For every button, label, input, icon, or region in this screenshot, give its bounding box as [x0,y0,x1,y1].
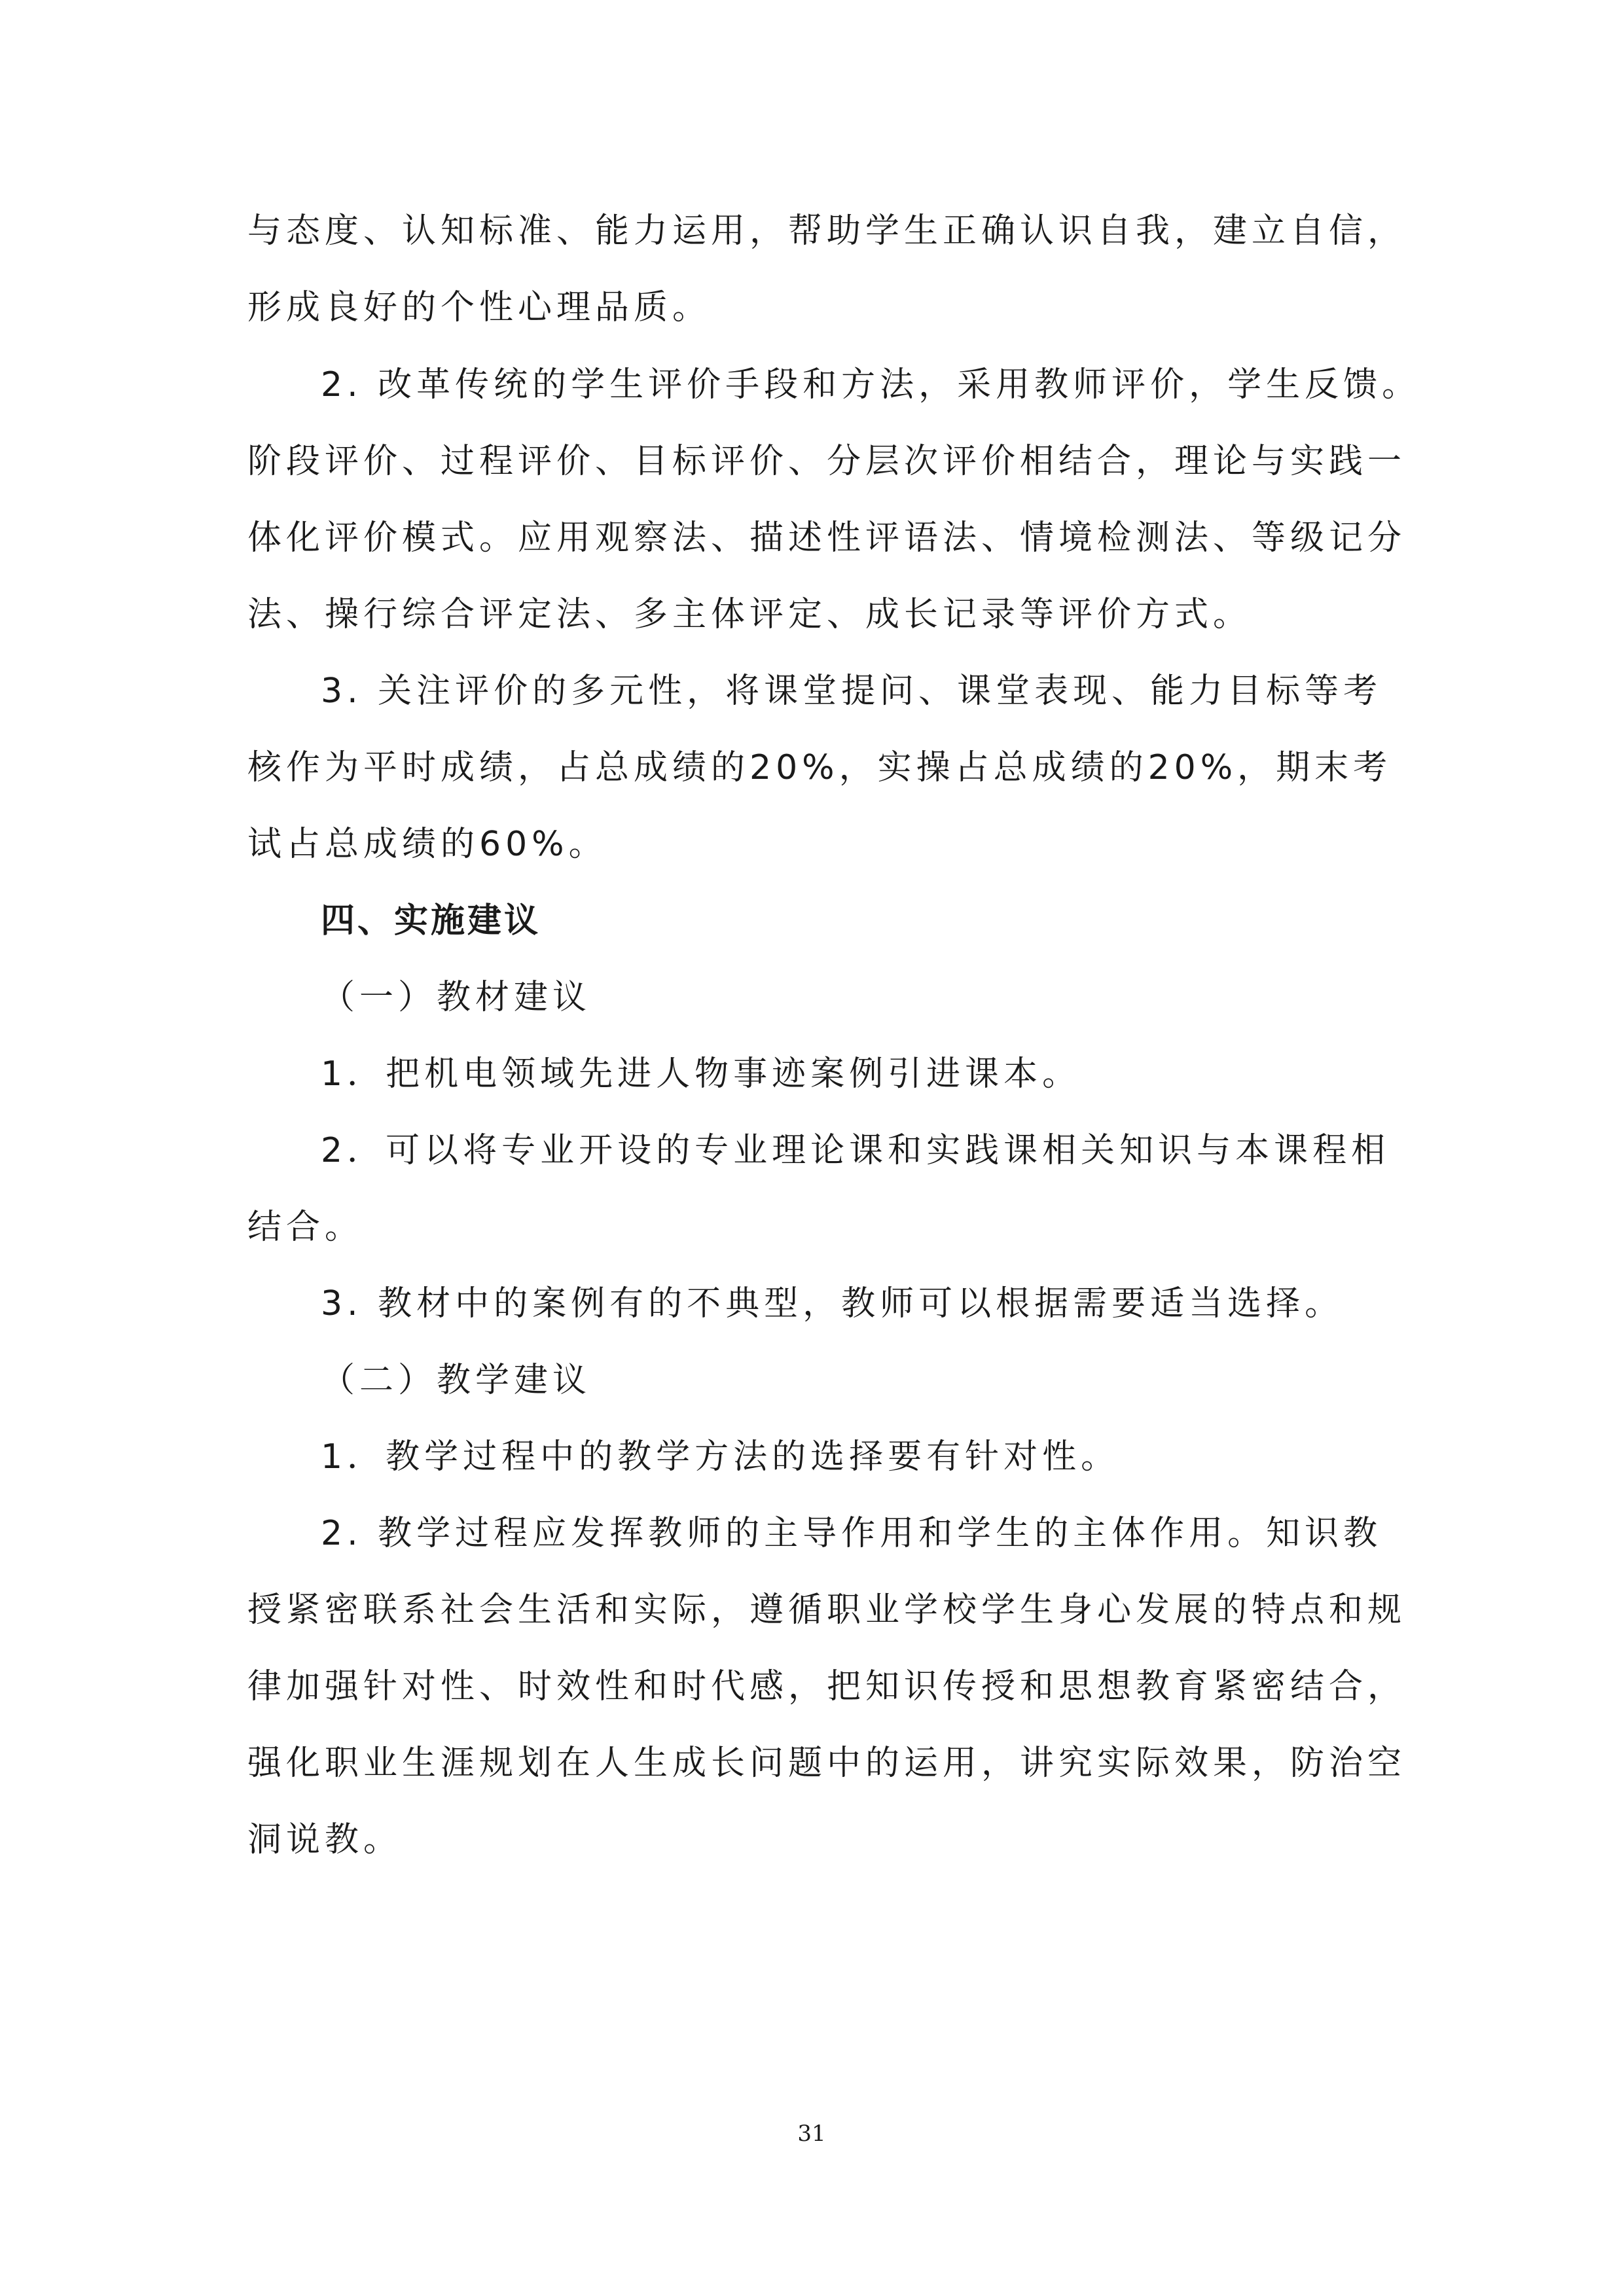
subsection-heading: （一）教材建议 [321,978,592,1017]
list-item: 2. 教学过程应发挥教师的主导作用和学生的主体作用。知识教 [321,1514,1382,1553]
body-text-line: 阶段评价、过程评价、目标评价、分层次评价相结合，理论与实践一 [247,442,1407,481]
body-text-line: 试占总成绩的60%。 [247,825,607,864]
list-item: 3. 教材中的案例有的不典型，教师可以根据需要适当选择。 [321,1284,1344,1323]
body-text-line: 授紧密联系社会生活和实际，遵循职业学校学生身心发展的特点和规 [247,1590,1407,1630]
body-text-line: 与态度、认知标准、能力运用，帮助学生正确认识自我，建立自信， [247,211,1407,251]
body-text-line: 结合。 [247,1208,364,1247]
body-text-line: 法、操行综合评定法、多主体评定、成长记录等评价方式。 [247,595,1252,634]
body-text-line: 洞说教。 [247,1820,403,1859]
paragraph-2-start: 2. 改革传统的学生评价手段和方法，采用教师评价，学生反馈。 [321,365,1421,404]
body-text-line: 核作为平时成绩，占总成绩的20%，实操占总成绩的20%，期末考 [247,748,1392,787]
list-item: 2．可以将专业开设的专业理论课和实践课相关知识与本课程相 [321,1131,1390,1170]
list-item: 1．把机电领域先进人物事迹案例引进课本。 [321,1054,1081,1094]
body-text-line: 体化评价模式。应用观察法、描述性评语法、情境检测法、等级记分 [247,518,1407,558]
paragraph-3-start: 3. 关注评价的多元性，将课堂提问、课堂表现、能力目标等考 [321,672,1382,711]
list-item: 1．教学过程中的教学方法的选择要有针对性。 [321,1437,1120,1477]
section-heading: 四、实施建议 [321,901,541,941]
body-text-line: 强化职业生涯规划在人生成长问题中的运用，讲究实际效果，防治空 [247,1744,1407,1783]
page-number: 31 [797,2121,826,2147]
body-text-line: 形成良好的个性心理品质。 [247,288,712,327]
subsection-heading: （二）教学建议 [321,1361,592,1400]
body-text-line: 律加强针对性、时效性和时代感，把知识传授和思想教育紧密结合， [247,1667,1407,1706]
